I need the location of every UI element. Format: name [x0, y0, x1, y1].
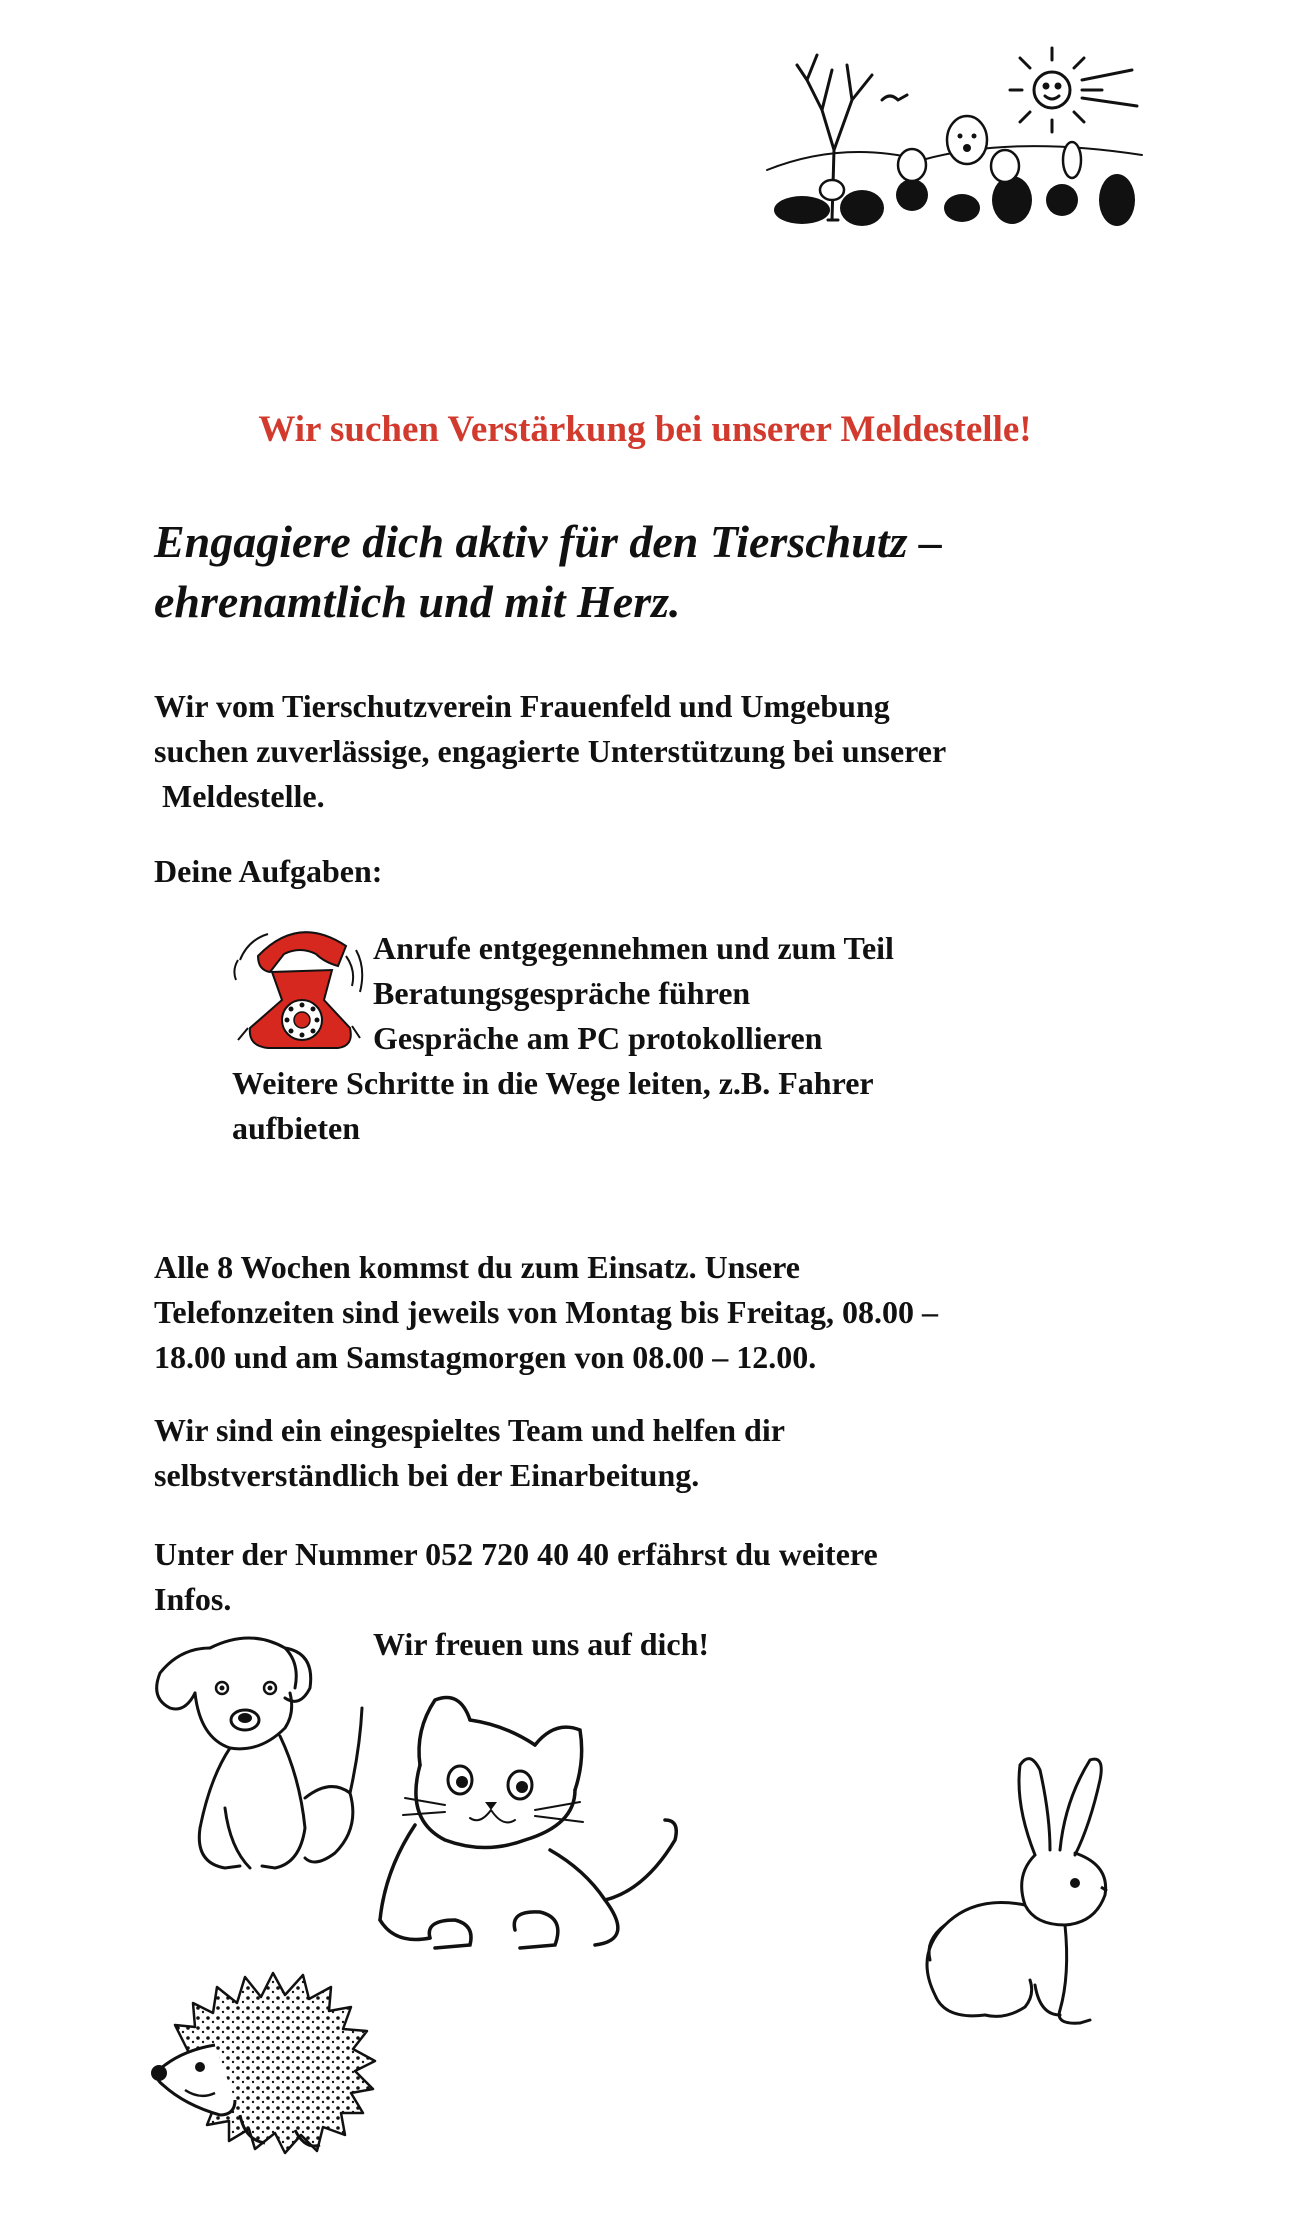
intro-line-2: suchen zuverlässige, engagierte Unterstützung bei unserer [154, 733, 947, 769]
headline: Wir suchen Verstärkung bei unserer Meldestelle! [258, 409, 1032, 450]
intro-line-3: Meldestelle. [154, 778, 325, 814]
team-line-1: Wir sind ein eingespieltes Team und helfen dir [154, 1412, 785, 1448]
team-paragraph [154, 1408, 1154, 1498]
task-line-3: Gespräche am PC protokollieren [373, 1020, 823, 1056]
contact-paragraph [154, 1532, 1154, 1622]
cat-illustration [375, 1690, 685, 1960]
tasks-heading: Deine Aufgaben: [154, 853, 383, 889]
contact-line-1: Unter der Nummer 052 720 40 40 erfährst du weitere [154, 1536, 878, 1572]
schedule-line-3: 18.00 und am Samstagmorgen von 08.00 – 12.00. [154, 1339, 817, 1375]
intro-line-1: Wir vom Tierschutzverein Frauenfeld und Umgebung [154, 688, 890, 724]
schedule-paragraph [154, 1245, 1154, 1380]
task-line-2: Beratungsgespräche führen [373, 975, 751, 1011]
telephone-icon [228, 920, 374, 1056]
hedgehog-illustration [145, 1965, 385, 2165]
contact-line-2: Infos. [154, 1581, 232, 1617]
intro-paragraph [154, 684, 1154, 819]
schedule-line-2: Telefonzeiten sind jeweils von Montag bis Freitag, 08.00 – [154, 1294, 938, 1330]
slogan-line-1: Engagiere dich aktiv für den Tierschutz – [154, 516, 942, 567]
animals-group-illustration [762, 40, 1144, 240]
team-line-2: selbstverständlich bei der Einarbeitung. [154, 1457, 700, 1493]
closing-text: Wir freuen uns auf dich! [373, 1626, 710, 1662]
slogan [154, 512, 942, 632]
rabbit-illustration [915, 1745, 1155, 2045]
task-line-5: aufbieten [232, 1110, 360, 1146]
schedule-line-1: Alle 8 Wochen kommst du zum Einsatz. Unsere [154, 1249, 800, 1285]
slogan-line-2: ehrenamtlich und mit Herz. [154, 576, 681, 627]
puppy-illustration [150, 1628, 380, 1888]
task-line-1: Anrufe entgegennehmen und zum Teil [373, 930, 894, 966]
task-line-4: Weitere Schritte in die Wege leiten, z.B. Fahrer [232, 1065, 874, 1101]
